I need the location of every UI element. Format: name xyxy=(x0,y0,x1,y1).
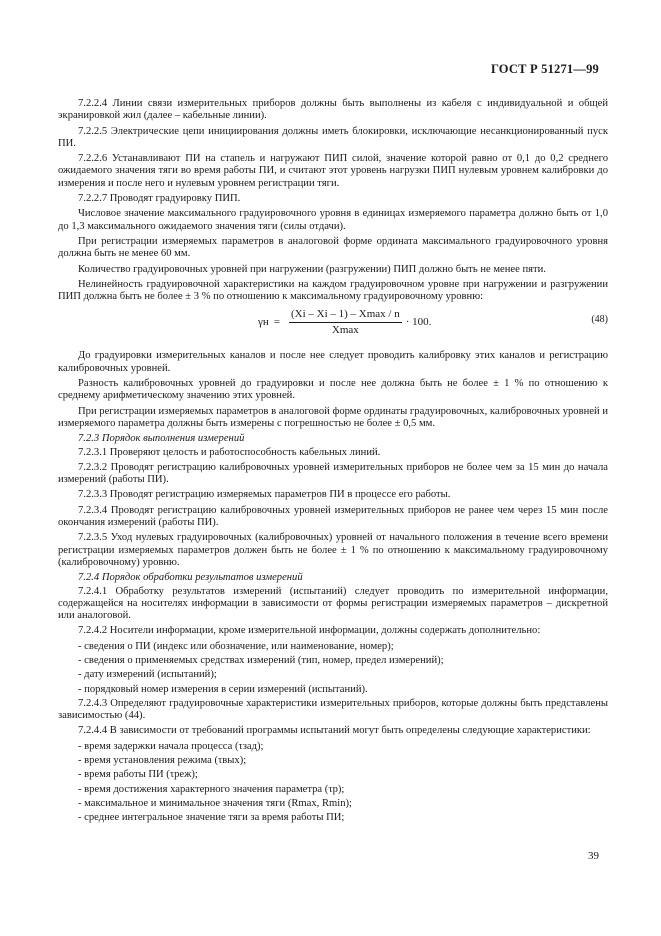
paragraph: Числовое значение максимального градуировочного уровня в единицах измеряемого параметра должно быть от 1,0 до 1,3 максимального ожидаемого значения тяги (силы отдачи). xyxy=(58,208,608,232)
paragraph: 7.2.2.4 Линии связи измерительных приборов должны быть выполнены из кабеля с индивидуальной и общей экранировкой жил (далее – кабельные линии). xyxy=(58,98,608,122)
document-code: ГОСТ Р 51271—99 xyxy=(490,62,599,76)
info-list xyxy=(58,641,608,696)
formula-factor: · 100. xyxy=(405,316,432,329)
paragraph: 7.2.3.3 Проводят регистрацию измеряемых параметров ПИ в процессе его работы. xyxy=(78,489,451,501)
characteristics-list xyxy=(58,741,608,825)
paragraph: 7.2.2.7 Проводят градуировку ПИП. xyxy=(78,193,241,205)
list-item: - сведения о ПИ (индекс или обозначение, или наименование, номер); xyxy=(78,640,394,652)
formula-fraction xyxy=(289,308,402,336)
paragraph: 7.2.4.2 Носители информации, кроме измерительной информации, должны содержать дополнительно: xyxy=(78,625,541,637)
section-heading: 7.2.4 Порядок обработки результатов измерений xyxy=(78,572,303,584)
paragraph: 7.2.3.1 Проверяют целость и работоспособность кабельных линий. xyxy=(78,446,381,458)
formula-expression: γн = $\frac{(Xi - Xi - 1) - Xmax / n}{Xmax}$ · 100. xyxy=(258,308,432,336)
list-item: - среднее интегральное значение тяги за время работы ПИ; xyxy=(78,812,345,824)
list-item: - сведения о применяемых средствах измерений (тип, номер, предел измерений); xyxy=(78,654,444,666)
paragraph: 7.2.4.3 Определяют градуировочные характеристики измерительных приборов, которые должны быть представлены зависимостью (44). xyxy=(58,697,608,722)
equation-number: (48) xyxy=(591,314,608,326)
formula-numerator: (Xi – Xi – 1) – Xmax / n xyxy=(289,308,402,322)
paragraph: 7.2.2.5 Электрические цепи инициирования должны иметь блокировки, исключающие несанкционированный пуск ПИ. xyxy=(58,125,608,149)
paragraph: Разность калибровочных уровней до градуировки и после нее должна быть не более ± 1 % по отношению к среднему арифметическому значению этих уровней. xyxy=(58,378,608,402)
paragraph: 7.2.3.4 Проводят регистрацию калибровочных уровней измерительных приборов не ранее чем через 15 мин после окончания измерений (работы ПИ). xyxy=(58,504,608,529)
list-item: - порядковый номер измерения в серии измерений (испытаний). xyxy=(78,683,368,695)
paragraph: При регистрации измеряемых параметров в аналоговой форме ординаты градуировочных, калибровочных уровней и измеряемого параметра должны быть измерены с погрешностью не более ± 0,5 мм. xyxy=(58,405,608,429)
paragraph: 7.2.4.1 Обработку результатов измерений (испытаний) следует проводить по измерительной информации, содержащейся на носителях информации в зависимости от формы регистрации измеряемых параметров – дискретной или аналоговой. xyxy=(58,585,608,622)
list-item: - дату измерений (испытаний); xyxy=(78,669,217,681)
formula-denominator: Xmax xyxy=(331,323,359,336)
paragraph: Нелинейность градуировочной характеристики на каждом градуировочном уровне при нагружении и разгружении ПИП должна быть не более ± 3 % по отношению к максимальному градуировочному уровню: xyxy=(58,278,608,303)
list-item: - максимальное и минимальное значения тяги (Rmax, Rmin); xyxy=(78,797,352,809)
paragraph: При регистрации измеряемых параметров в аналоговой форме ордината максимального градуировочного уровня должна быть не менее 60 мм. xyxy=(58,235,608,260)
list-item: - время установления режима (τвых); xyxy=(78,755,247,767)
paragraph: 7.2.4.4 В зависимости от требований программы испытаний могут быть определены следующие характеристики: xyxy=(78,725,591,737)
paragraph: Количество градуировочных уровней при нагружении (разгружении) ПИП должно быть не менее пяти. xyxy=(78,263,546,275)
formula-lhs: γн xyxy=(258,316,269,329)
paragraph: До градуировки измерительных каналов и после нее следует проводить калибровку этих каналов и регистрацию калибровочных уровней. xyxy=(58,350,608,374)
section-heading: 7.2.3 Порядок выполнения измерений xyxy=(78,433,245,445)
document-body xyxy=(58,98,608,827)
list-item: - время работы ПИ (τреж); xyxy=(78,769,198,781)
paragraph: 7.2.3.5 Уход нулевых градуировочных (калибровочных) уровней от начального положения в течение всего времени регистрации измеряемых параметров должен быть не более ± 1 % по отношению к максимальному градуировочному (калибровочному) уровню. xyxy=(58,532,608,568)
paragraph: 7.2.2.6 Устанавливают ПИ на стапель и нагружают ПИП силой, значение которой равно от 0,1 до 0,2 среднего ожидаемого значения тяги во время работы ПИ, и считают этот уровень нагрузки ПИП нулевым уровнем калибровки до измерения и после него и нулевым уровнем регистрации тяги. xyxy=(58,153,608,189)
list-item: - время достижения характерного значения параметра (τр); xyxy=(78,783,345,795)
paragraph: 7.2.3.2 Проводят регистрацию калибровочных уровней измерительных приборов не более чем за 15 мин до начала измерений (работы ПИ). xyxy=(58,461,608,486)
list-item: - время задержки начала процесса (τзад); xyxy=(78,740,264,752)
formula-48 xyxy=(58,306,608,342)
page-number: 39 xyxy=(588,850,599,862)
